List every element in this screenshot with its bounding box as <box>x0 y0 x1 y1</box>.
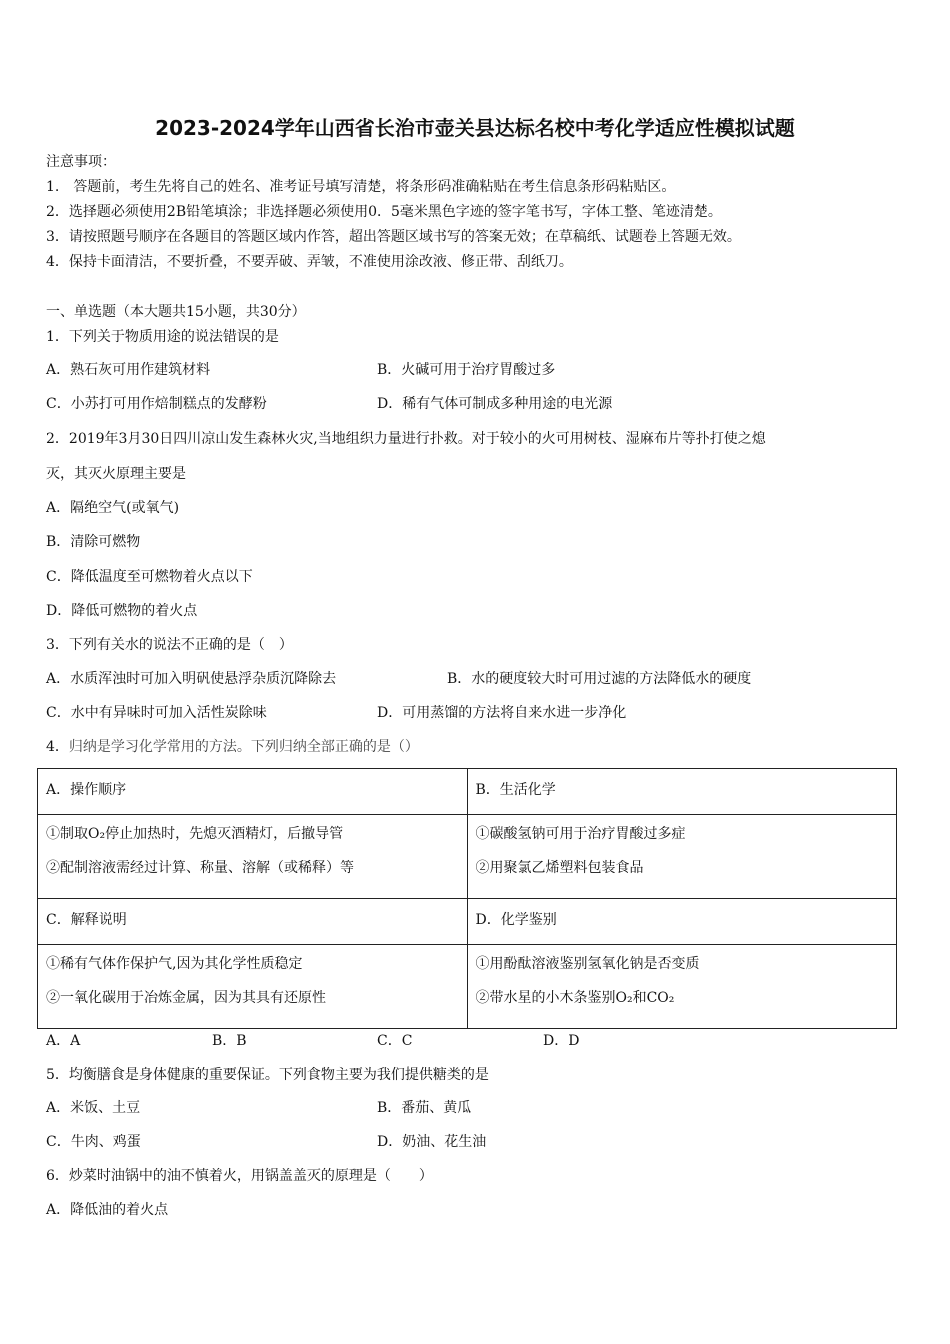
notice-item-3: 3．请按照题号顺序在各题目的答题区域内作答，超出答题区域书写的答案无效；在草稿纸、试题卷上答题无效。 <box>46 229 741 245</box>
q4-cell-d-head: D．化学鉴别 <box>467 899 897 945</box>
notice-item-1: 1. 答题前，考生先将自己的姓名、准考证号填写清楚，将条形码准确粘贴在考生信息条形码粘贴区。 <box>46 179 676 195</box>
q1-option-c: C．小苏打可用作焙制糕点的发酵粉 <box>46 396 267 412</box>
q4-option-d: D．D <box>543 1033 580 1049</box>
q2-stem-line2: 灭，其灭火原理主要是 <box>46 466 186 482</box>
q4-cell-b-body <box>467 815 897 899</box>
q4-number: 4． <box>46 739 69 755</box>
q6-option-a: A．降低油的着火点 <box>46 1202 169 1218</box>
q4-cell-d-body <box>467 945 897 1029</box>
q4-cell-c-body <box>38 945 468 1029</box>
notice-item-2: 2．选择题必须使用2B铅笔填涂；非选择题必须使用0．5毫米黑色字迹的签字笔书写，字体工整、笔迹清楚。 <box>46 204 722 220</box>
q4-cell-b-head: B．生活化学 <box>467 769 897 815</box>
q5-option-c: C．牛肉、鸡蛋 <box>46 1134 141 1150</box>
q5-option-a: A．米饭、土豆 <box>46 1100 141 1116</box>
q4-c-line1: ①稀有气体作保护气,因为其化学性质稳定 <box>46 956 303 972</box>
page-title: 2023-2024学年山西省长治市壶关县达标名校中考化学适应性模拟试题 <box>155 116 795 140</box>
q5-option-d: D．奶油、花生油 <box>377 1134 487 1150</box>
q2-option-c: C．降低温度至可燃物着火点以下 <box>46 569 253 585</box>
q4-option-c: C．C <box>377 1033 413 1049</box>
q2-option-a: A．隔绝空气(或氧气) <box>46 500 180 516</box>
q4-stem <box>46 738 419 756</box>
q4-cell-a-head: A．操作顺序 <box>38 769 468 815</box>
q1-option-d: D．稀有气体可制成多种用途的电光源 <box>377 396 613 412</box>
q1-option-b: B．火碱可用于治疗胃酸过多 <box>377 362 556 378</box>
q3-option-a: A．水质浑浊时可加入明矾使悬浮杂质沉降除去 <box>46 671 337 687</box>
q4-stem-text: 归纳是学习化学常用的方法。下列归纳全部正确的是（） <box>68 739 419 755</box>
q4-b-line1: ①碳酸氢钠可用于治疗胃酸过多症 <box>475 826 686 842</box>
notice-heading: 注意事项： <box>46 154 116 170</box>
q6-stem: 6．炒菜时油锅中的油不慎着火，用锅盖盖灭的原理是（ ） <box>46 1168 433 1184</box>
q4-cell-c-head: C．解释说明 <box>38 899 468 945</box>
q5-option-b: B．番茄、黄瓜 <box>377 1100 472 1116</box>
q4-a-line1: ①制取O₂停止加热时，先熄灭酒精灯，后撤导管 <box>46 826 344 842</box>
q1-option-a: A．熟石灰可用作建筑材料 <box>46 362 211 378</box>
q4-d-line1: ①用酚酞溶液鉴别氢氧化钠是否变质 <box>475 956 700 972</box>
q4-a-line2: ②配制溶液需经过计算、称量、溶解（或稀释）等 <box>46 860 354 876</box>
q3-stem: 3．下列有关水的说法不正确的是（ ） <box>46 637 293 653</box>
q3-option-c: C．水中有异味时可加入活性炭除味 <box>46 705 267 721</box>
q4-c-line2: ②一氧化碳用于冶炼金属，因为其具有还原性 <box>46 990 326 1006</box>
q3-option-d: D．可用蒸馏的方法将自来水进一步净化 <box>377 705 627 721</box>
q2-option-d: D．降低可燃物的着火点 <box>46 603 198 619</box>
q4-b-line2: ②用聚氯乙烯塑料包装食品 <box>475 860 644 876</box>
q4-option-a: A．A <box>46 1033 81 1049</box>
notice-item-4: 4．保持卡面清洁，不要折叠，不要弄破、弄皱，不准使用涂改液、修正带、刮纸刀。 <box>46 254 573 270</box>
q2-stem-line1: 2．2019年3月30日四川凉山发生森林火灾,当地组织力量进行扑救。对于较小的火可用树枝、湿麻布片等扑打使之熄 <box>46 431 766 447</box>
q4-option-b: B．B <box>212 1033 247 1049</box>
q3-option-b: B．水的硬度较大时可用过滤的方法降低水的硬度 <box>447 671 752 687</box>
q4-table <box>37 768 897 1029</box>
q4-d-line2: ②带水星的小木条鉴别O₂和CO₂ <box>475 990 675 1006</box>
q5-stem: 5．均衡膳食是身体健康的重要保证。下列食物主要为我们提供糖类的是 <box>46 1067 489 1083</box>
q1-stem: 1．下列关于物质用途的说法错误的是 <box>46 329 279 345</box>
q2-option-b: B．清除可燃物 <box>46 534 141 550</box>
q4-cell-a-body <box>38 815 468 899</box>
section-heading: 一、单选题（本大题共15小题，共30分） <box>46 304 306 320</box>
